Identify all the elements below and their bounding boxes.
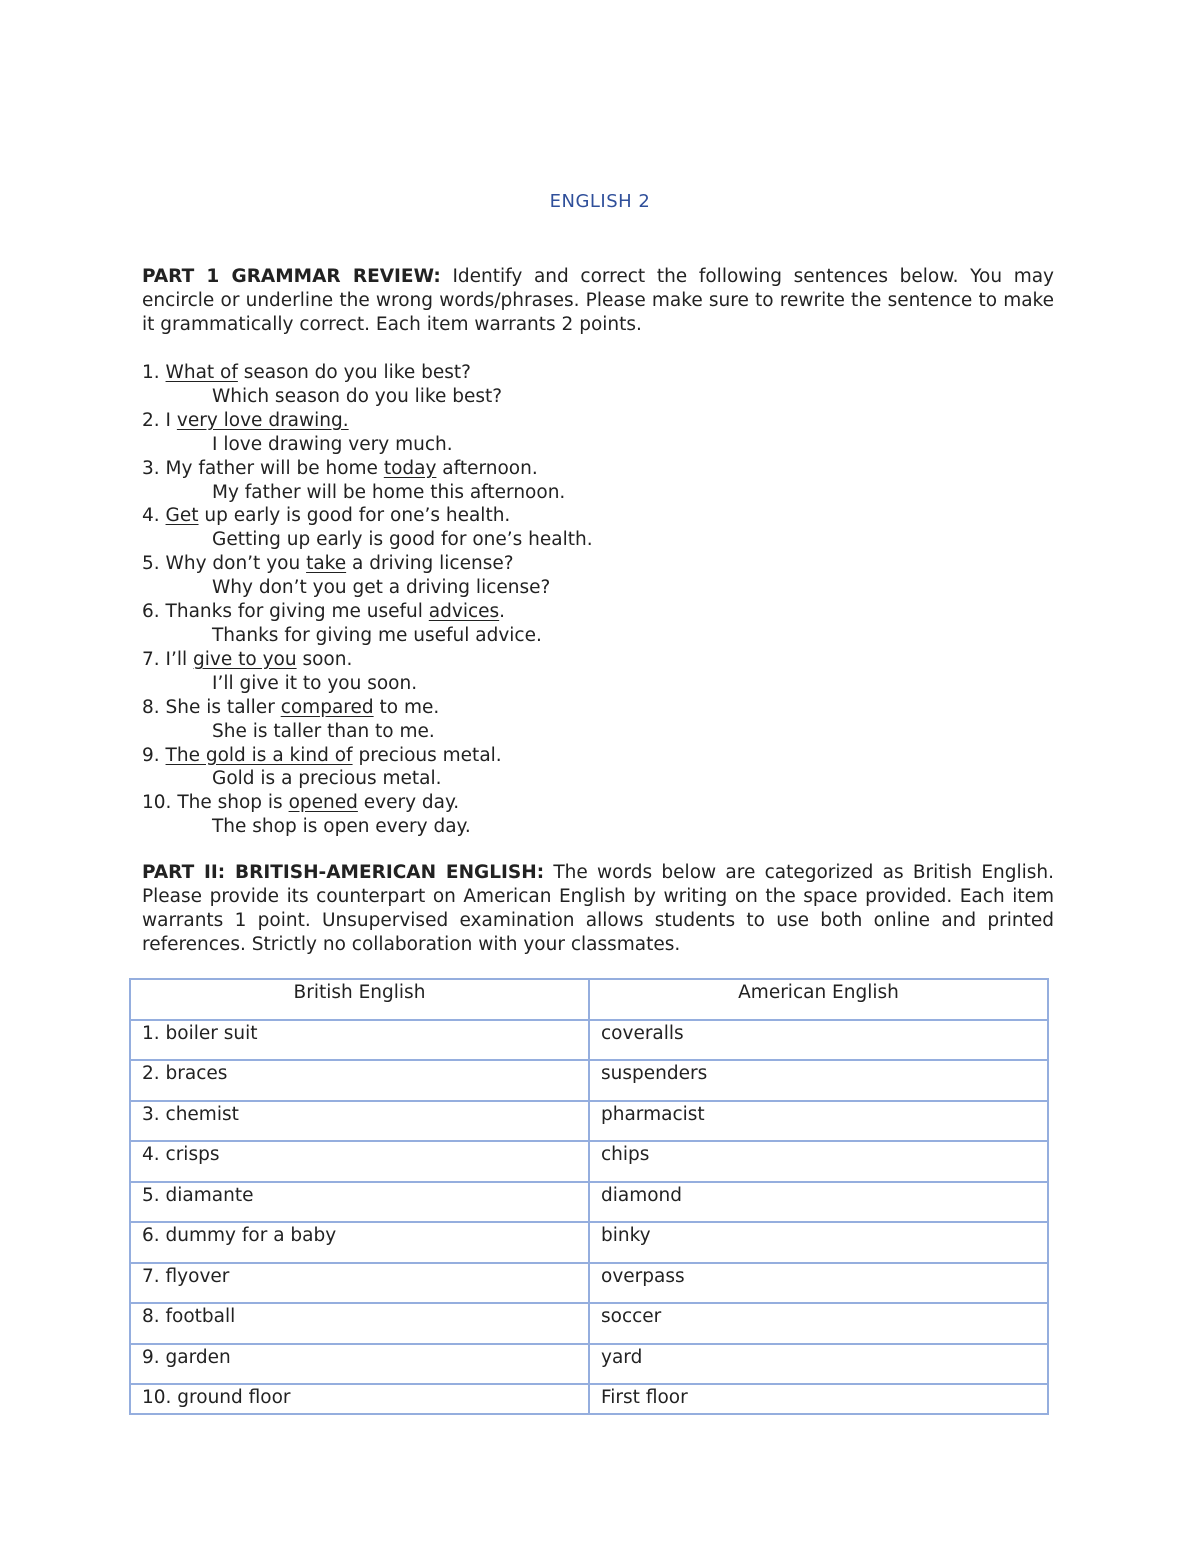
part2-instructions-text: The words below are categorized as British English. Please provide its counterpart on American English by writing on the space provided. Each item warrants 1 point. Unsupervised examination allows students to use both online and printed references. Strictly no collaboration with your classmates. xyxy=(142,862,1055,955)
grammar-item-1: 1. What of season do you like best? xyxy=(142,362,471,383)
error-phrase: Get xyxy=(165,505,199,527)
american-term: soccer xyxy=(589,1303,1048,1344)
british-term: 2. braces xyxy=(130,1060,589,1101)
grammar-item-9: 9. The gold is a kind of precious metal. xyxy=(142,744,502,766)
table-row xyxy=(130,1020,1048,1061)
grammar-item-2: 2. I very love drawing. xyxy=(142,409,349,431)
american-term: pharmacist xyxy=(589,1101,1048,1142)
error-phrase: today xyxy=(383,457,437,479)
grammar-answer-10: The shop is open every day. xyxy=(212,816,471,838)
column-header-american: American English xyxy=(589,979,1048,1020)
grammar-item-3: 3. My father will be home today afternoon. xyxy=(142,457,538,479)
error-phrase: opened xyxy=(288,792,358,814)
american-term: First floor xyxy=(589,1384,1048,1414)
british-term: 3. chemist xyxy=(130,1101,589,1142)
grammar-answer-5: Why don’t you get a driving license? xyxy=(212,577,551,599)
grammar-answer-3: My father will be home this afternoon. xyxy=(212,481,566,503)
part2-instructions xyxy=(142,861,1054,957)
british-term: 10. ground floor xyxy=(130,1384,589,1414)
british-term: 4. crisps xyxy=(130,1141,589,1182)
american-term: binky xyxy=(589,1222,1048,1263)
part2-heading: PART II: BRITISH-AMERICAN ENGLISH: xyxy=(142,862,545,883)
british-american-table xyxy=(129,978,1049,1415)
grammar-item-4: 4. Get up early is good for one’s health. xyxy=(142,505,511,527)
british-term: 7. flyover xyxy=(130,1263,589,1304)
american-term: yard xyxy=(589,1344,1048,1385)
american-term: chips xyxy=(589,1141,1048,1182)
table-row xyxy=(130,1303,1048,1344)
error-phrase: advices xyxy=(428,601,500,623)
grammar-items-list xyxy=(142,361,1042,839)
table-row xyxy=(130,1222,1048,1263)
grammar-answer-9: Gold is a precious metal. xyxy=(212,768,442,790)
grammar-answer-2: I love drawing very much. xyxy=(212,433,453,455)
table-row xyxy=(130,1384,1048,1414)
british-term: 1. boiler suit xyxy=(130,1020,589,1061)
british-term: 8. football xyxy=(130,1303,589,1344)
table-header-row xyxy=(130,979,1048,1020)
american-term: suspenders xyxy=(589,1060,1048,1101)
american-term: coveralls xyxy=(589,1020,1048,1061)
grammar-answer-1: Which season do you like best? xyxy=(212,385,503,407)
table-row xyxy=(130,1141,1048,1182)
grammar-answer-4: Getting up early is good for one’s health. xyxy=(212,529,593,551)
column-header-british: British English xyxy=(130,979,589,1020)
grammar-item-7: 7. I’ll give to you soon. xyxy=(142,648,353,670)
error-phrase: What of xyxy=(165,362,238,383)
table-row xyxy=(130,1060,1048,1101)
table-row xyxy=(130,1101,1048,1142)
grammar-item-8: 8. She is taller compared to me. xyxy=(142,696,440,718)
error-phrase: The gold is a kind of xyxy=(165,744,353,766)
grammar-answer-8: She is taller than to me. xyxy=(212,720,435,742)
error-phrase: take xyxy=(306,553,347,575)
british-term: 9. garden xyxy=(130,1344,589,1385)
part1-instructions-text: Identify and correct the following sentences below. You may encircle or underline the wrong words/phrases. Please make sure to rewrite the sentence to make it grammatically correct. Each item warrants 2 points. xyxy=(142,266,1054,335)
grammar-item-5: 5. Why don’t you take a driving license? xyxy=(142,553,514,575)
british-term: 5. diamante xyxy=(130,1182,589,1223)
part1-heading: PART 1 GRAMMAR REVIEW: xyxy=(142,266,441,287)
error-phrase: give to you xyxy=(193,648,297,670)
table-row xyxy=(130,1263,1048,1304)
grammar-item-6: 6. Thanks for giving me useful advices. xyxy=(142,601,506,623)
grammar-item-10: 10. The shop is opened every day. xyxy=(142,792,460,814)
part1-instructions xyxy=(142,265,1054,337)
american-term: diamond xyxy=(589,1182,1048,1223)
grammar-answer-6: Thanks for giving me useful advice. xyxy=(212,624,542,646)
error-phrase: compared xyxy=(280,696,374,718)
american-term: overpass xyxy=(589,1263,1048,1304)
british-term: 6. dummy for a baby xyxy=(130,1222,589,1263)
table-row xyxy=(130,1344,1048,1385)
document-title: ENGLISH 2 xyxy=(549,191,651,212)
table-row xyxy=(130,1182,1048,1223)
error-phrase: very love drawing. xyxy=(176,409,349,431)
grammar-answer-7: I’ll give it to you soon. xyxy=(212,672,418,694)
